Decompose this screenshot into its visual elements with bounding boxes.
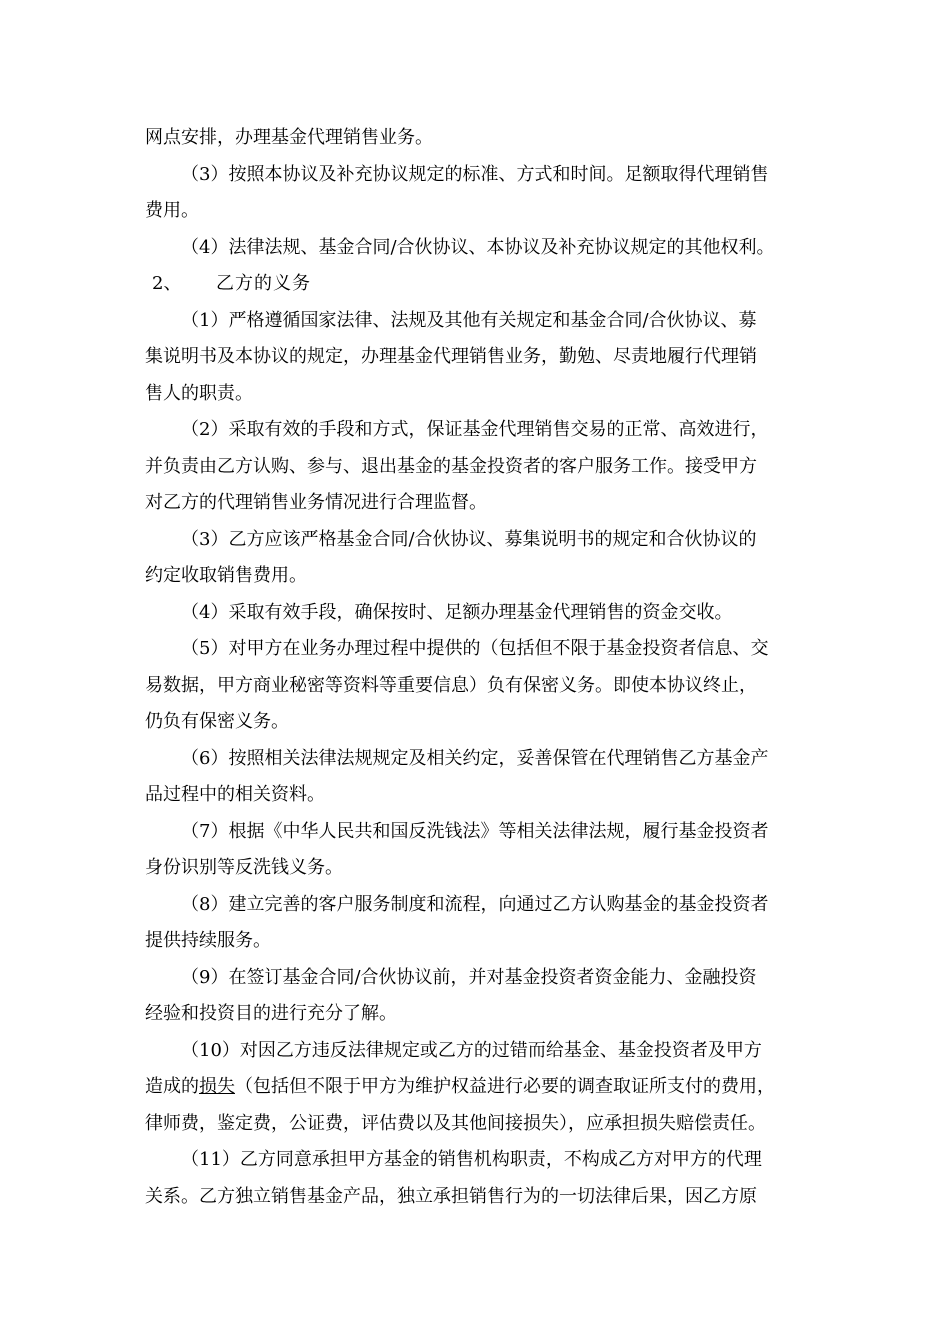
text-line: （5）对甲方在业务办理过程中提供的（包括但不限于基金投资者信息、交 (181, 638, 769, 659)
text-line: 易数据，甲方商业秘密等资料等重要信息）负有保密义务。即使本协议终止， (145, 675, 757, 696)
text-line: （11）乙方同意承担甲方基金的销售机构职责，不构成乙方对甲方的代理 (181, 1149, 762, 1170)
text-line: 仍负有保密义务。 (145, 711, 289, 732)
text-line: （9）在签订基金合同/合伙协议前，并对基金投资者资金能力、金融投资 (181, 967, 757, 988)
text-line: （3）按照本协议及补充协议规定的标准、方式和时间。足额取得代理销售 (181, 164, 769, 185)
text-line: 集说明书及本协议的规定，办理基金代理销售业务，勤勉、尽责地履行代理销 (145, 346, 757, 367)
heading-title: 乙方的义务 (216, 273, 311, 294)
text-line: 费用。 (145, 200, 199, 221)
text-line: （2）采取有效的手段和方式，保证基金代理销售交易的正常、高效进行， (181, 419, 769, 440)
text-line: （1）严格遵循国家法律、法规及其他有关规定和基金合同/合伙协议、募 (181, 310, 757, 331)
text-line: 身份识别等反洗钱义务。 (145, 857, 343, 878)
underlined-term: 损失 (199, 1076, 235, 1097)
text-span: 造成的 (145, 1076, 199, 1097)
text-line: 并负责由乙方认购、参与、退出基金的基金投资者的客户服务工作。接受甲方 (145, 456, 757, 477)
text-line: 品过程中的相关资料。 (145, 784, 325, 805)
text-line: （4）法律法规、基金合同/合伙协议、本协议及补充协议规定的其他权利。 (181, 237, 775, 258)
text-line (145, 1075, 815, 1099)
text-line: （8）建立完善的客户服务制度和流程，向通过乙方认购基金的基金投资者 (181, 894, 769, 915)
text-line: 关系。乙方独立销售基金产品，独立承担销售行为的一切法律后果，因乙方原 (145, 1186, 757, 1207)
text-line: 提供持续服务。 (145, 930, 271, 951)
text-line: 对乙方的代理销售业务情况进行合理监督。 (145, 492, 487, 513)
text-line: 经验和投资目的进行充分了解。 (145, 1003, 397, 1024)
text-line: 售人的职责。 (145, 383, 253, 404)
text-line: （10）对因乙方违反法律规定或乙方的过错而给基金、基金投资者及甲方 (181, 1040, 762, 1061)
text-line: （7）根据《中华人民共和国反洗钱法》等相关法律法规，履行基金投资者 (181, 821, 769, 842)
text-line: 约定收取销售费用。 (145, 565, 307, 586)
heading-number: 2、 (152, 273, 182, 294)
text-line: 律师费，鉴定费，公证费，评估费以及其他间接损失），应承担损失赔偿责任。 (145, 1113, 766, 1134)
text-span: （包括但不限于甲方为维护权益进行必要的调查取证所支付的费用， (235, 1076, 775, 1097)
text-line: 网点安排，办理基金代理销售业务。 (145, 127, 433, 148)
text-line: （6）按照相关法律法规规定及相关约定，妥善保管在代理销售乙方基金产 (181, 748, 769, 769)
text-line: （4）采取有效手段，确保按时、足额办理基金代理销售的资金交收。 (181, 602, 733, 623)
text-line: （3）乙方应该严格基金合同/合伙协议、募集说明书的规定和合伙协议的 (181, 529, 757, 550)
